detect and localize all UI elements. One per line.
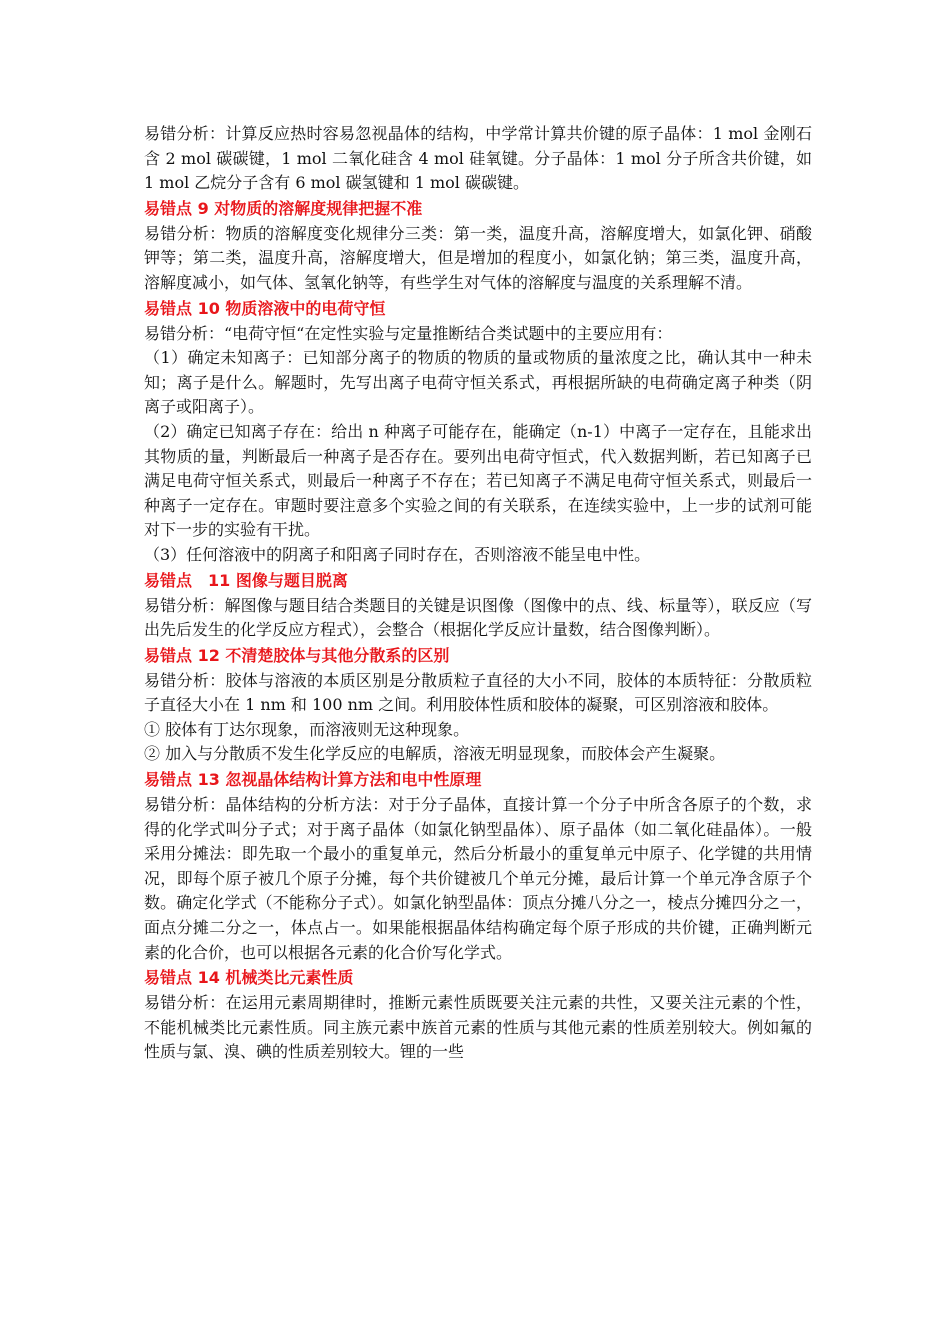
- section-14-heading: 易错点 14 机械类比元素性质: [144, 968, 354, 988]
- section-10-paragraph-2: （1）确定未知离子：已知部分离子的物质的物质的量或物质的量浓度之比，确认其中一种未知；离子是什么。解题时，先写出离子电荷守恒关系式，再根据所缺的电荷确定离子种类（阴离子或阳离子）。: [144, 348, 812, 417]
- intro-paragraph: 易错分析：计算反应热时容易忽视晶体的结构，中学常计算共价键的原子晶体：1 mol 金刚石含 2 mol 碳碳键，1 mol 二氧化硅含 4 mol 硅氧键。分子晶体：1 mol 分子所含共价键，如 1 mol 乙烷分子含有 6 mol 碳氢键和 1 mol 碳碳键。: [144, 124, 812, 193]
- section-12-paragraph-1: 易错分析：胶体与溶液的本质区别是分散质粒子直径的大小不同，胶体的本质特征：分散质粒子直径大小在 1 nm 和 100 nm 之间。利用胶体性质和胶体的凝聚，可区别溶液和胶体。: [144, 670, 812, 715]
- section-9-paragraph: 易错分析：物质的溶解度变化规律分三类：第一类，温度升高，溶解度增大，如氯化钾、硝酸钾等；第二类，温度升高，溶解度增大，但是增加的程度小，如氯化钠；第三类，温度升高，溶解度减小，如气体、氢氧化钠等，有些学生对气体的溶解度与温度的关系理解不清。: [144, 223, 812, 292]
- document-page: [144, 122, 812, 1065]
- section-11-paragraph: 易错分析：解图像与题目结合类题目的关键是识图像（图像中的点、线、标量等），联反应（写出先后发生的化学反应方程式），会整合（根据化学反应计量数，结合图像判断）。: [144, 595, 812, 640]
- section-10-paragraph-4: （3）任何溶液中的阴离子和阳离子同时存在，否则溶液不能呈电中性。: [144, 544, 651, 564]
- section-10-paragraph-3: （2）确定已知离子存在：给出 n 种离子可能存在，能确定（n-1）中离子一定存在，且能求出其物质的量，判断最后一种离子是否存在。要列出电荷守恒式，代入数据判断，若已知离子已满足电荷守恒关系式，则最后一种离子不存在；若已知离子不满足电荷守恒关系式，则最后一种离子一定存在。审题时要注意多个实验之间的有关联系，在连续实验中，上一步的试剂可能对下一步的实验有干扰。: [144, 421, 812, 540]
- section-13-heading: 易错点 13 忽视晶体结构计算方法和电中性原理: [144, 770, 482, 790]
- section-12-paragraph-2: ① 胶体有丁达尔现象，而溶液则无这种现象。: [144, 719, 470, 739]
- section-10-heading: 易错点 10 物质溶液中的电荷守恒: [144, 298, 386, 318]
- section-14-paragraph: 易错分析：在运用元素周期律时，推断元素性质既要关注元素的共性，又要关注元素的个性，不能机械类比元素性质。同主族元素中族首元素的性质与其他元素的性质差别较大。例如氟的性质与氯、溴、碘的性质差别较大。锂的一些: [144, 993, 812, 1062]
- section-13-paragraph: 易错分析：晶体结构的分析方法：对于分子晶体，直接计算一个分子中所含各原子的个数，求得的化学式叫分子式；对于离子晶体（如氯化钠型晶体）、原子晶体（如二氧化硅晶体）。一般采用分摊法：即先取一个最小的重复单元，然后分析最小的重复单元中原子、化学键的共用情况，即每个原子被几个原子分摊，每个共价键被几个单元分摊，最后计算一个单元净含原子个数。确定化学式（不能称分子式）。如氯化钠型晶体：顶点分摊八分之一，棱点分摊四分之一，面点分摊二分之一，体点占一。如果能根据晶体结构确定每个原子形成的共价键，正确判断元素的化合价，也可以根据各元素的化合价写化学式。: [144, 795, 812, 962]
- section-12-paragraph-3: ② 加入与分散质不发生化学反应的电解质，溶液无明显现象，而胶体会产生凝聚。: [144, 744, 726, 764]
- section-9-heading: 易错点 9 对物质的溶解度规律把握不准: [144, 198, 423, 218]
- section-11-heading: 易错点 11 图像与题目脱离: [144, 570, 348, 590]
- section-10-paragraph-1: 易错分析：“电荷守恒“在定性实验与定量推断结合类试题中的主要应用有：: [144, 323, 673, 343]
- section-12-heading: 易错点 12 不清楚胶体与其他分散系的区别: [144, 645, 450, 665]
